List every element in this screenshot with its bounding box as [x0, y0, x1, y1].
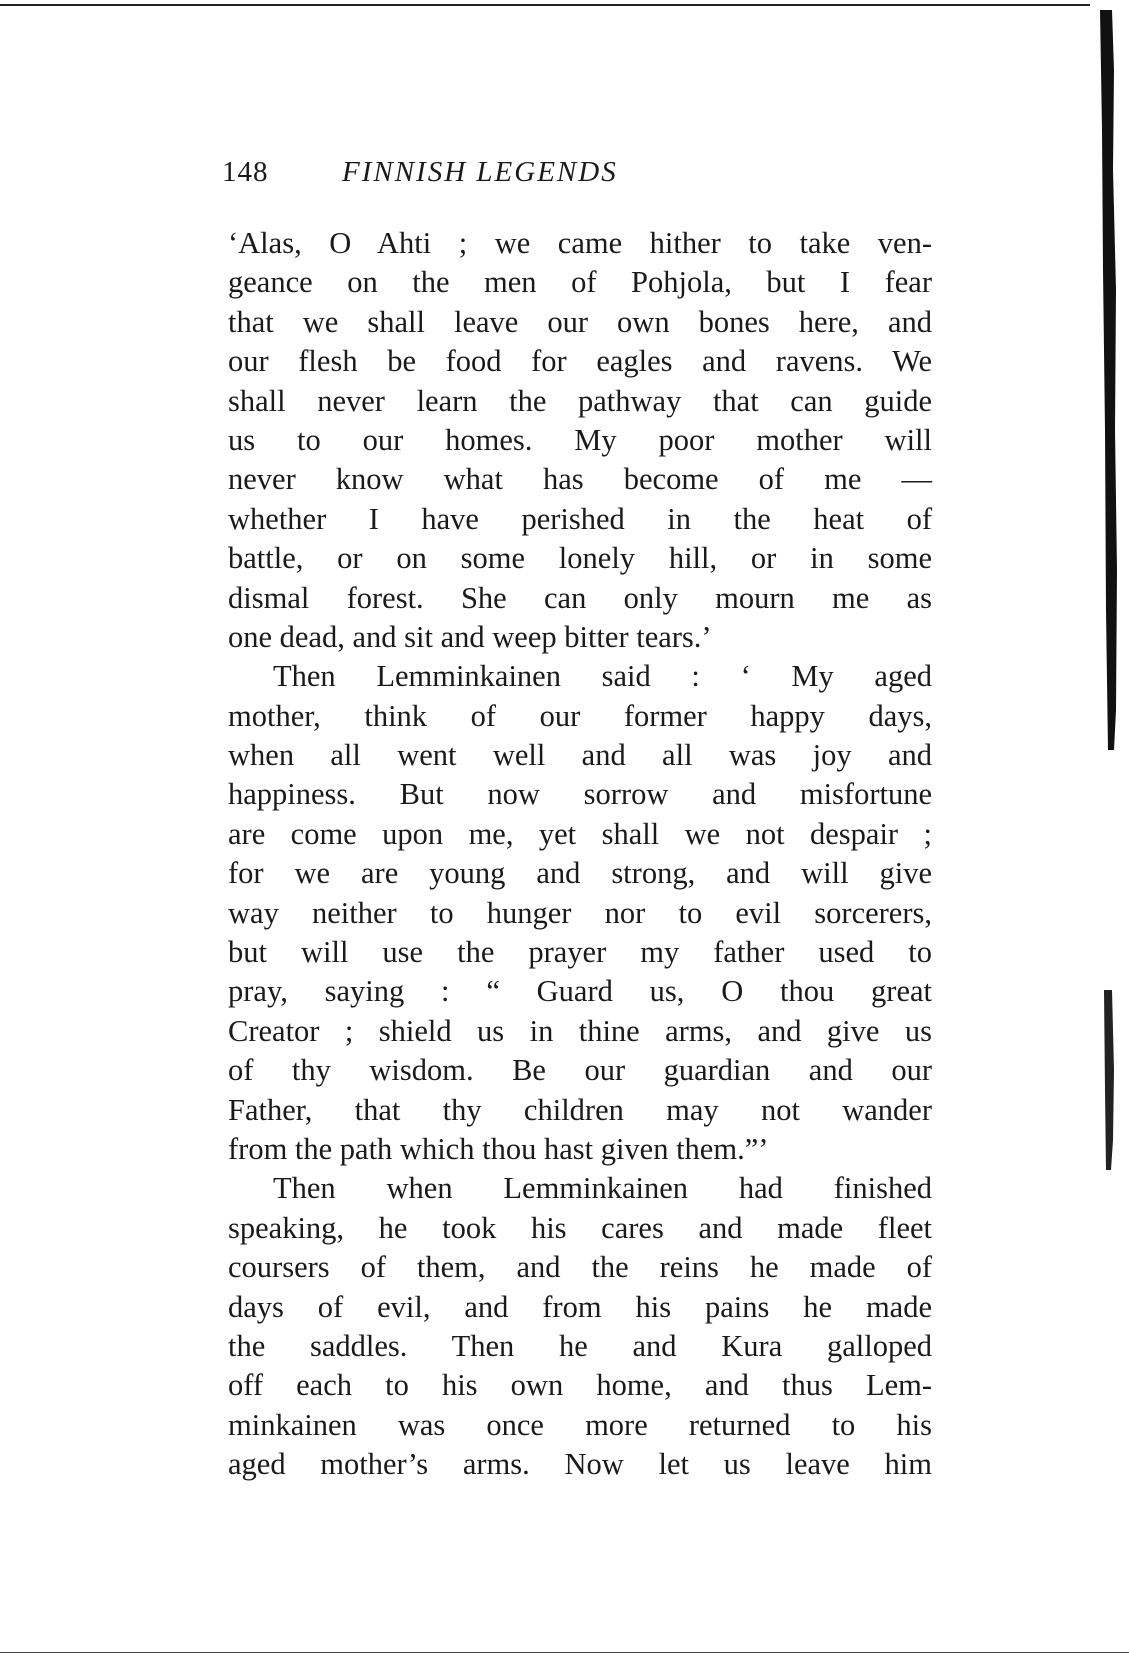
- text-line: way neither to hunger nor to evil sorcerers,: [228, 895, 932, 930]
- text-line: geance on the men of Pohjola, but I fear: [228, 265, 932, 300]
- text-line: us to our homes. My poor mother will: [228, 422, 932, 457]
- text-line: Then Lemminkainen said : ‘ My aged: [273, 659, 932, 694]
- text-line: ‘Alas, O Ahti ; we came hither to take ven-: [228, 226, 932, 260]
- text-line: mother, think of our former happy days,: [228, 698, 932, 733]
- text-line: the saddles. Then he and Kura galloped: [228, 1328, 932, 1363]
- text-line: are come upon me, yet shall we not despair ;: [228, 816, 932, 851]
- text-line: Creator ; shield us in thine arms, and give us: [228, 1013, 932, 1048]
- bottom-scan-edge: [0, 1652, 1129, 1653]
- text-line: off each to his own home, and thus Lem-: [228, 1368, 932, 1403]
- paragraph-3: [228, 1169, 932, 1484]
- text-line: when all went well and all was joy and: [228, 738, 932, 773]
- text-line: battle, or on some lonely hill, or in some: [228, 541, 932, 576]
- text-line: but will use the prayer my father used to: [228, 935, 932, 970]
- paragraph-2: [228, 657, 932, 1169]
- text-line: that we shall leave our own bones here, and: [228, 304, 932, 339]
- paragraph-1: [228, 224, 932, 657]
- text-line: one dead, and sit and weep bitter tears.’: [228, 619, 712, 654]
- text-line: of thy wisdom. Be our guardian and our: [228, 1053, 932, 1088]
- text-line: pray, saying : “ Guard us, O thou great: [228, 974, 932, 1009]
- binding-shadow: [1090, 10, 1129, 1210]
- text-line: days of evil, and from his pains he made: [228, 1289, 932, 1324]
- text-line: speaking, he took his cares and made fleet: [228, 1210, 932, 1245]
- text-line: from the path which thou hast given them.”’: [228, 1131, 769, 1166]
- text-line: our flesh be food for eagles and ravens. We: [228, 344, 932, 379]
- text-line: happiness. But now sorrow and misfortune: [228, 777, 932, 812]
- text-line: Then when Lemminkainen had finished: [273, 1171, 932, 1206]
- text-line: shall never learn the pathway that can guide: [228, 383, 932, 418]
- text-line: aged mother’s arms. Now let us leave him: [228, 1447, 932, 1482]
- page-number: 148: [222, 156, 269, 188]
- text-line: for we are young and strong, and will give: [228, 856, 932, 891]
- body-text: [228, 224, 932, 1485]
- text-line: minkainen was once more returned to his: [228, 1407, 932, 1442]
- text-line: Father, that thy children may not wander: [228, 1092, 932, 1127]
- text-line: whether I have perished in the heat of: [228, 501, 932, 536]
- running-title: FINNISH LEGENDS: [342, 156, 618, 188]
- text-line: never know what has become of me —: [228, 462, 932, 497]
- top-scan-edge: [0, 4, 1090, 6]
- text-line: dismal forest. She can only mourn me as: [228, 580, 932, 615]
- text-line: coursers of them, and the reins he made of: [228, 1250, 932, 1285]
- page-header: [222, 152, 942, 192]
